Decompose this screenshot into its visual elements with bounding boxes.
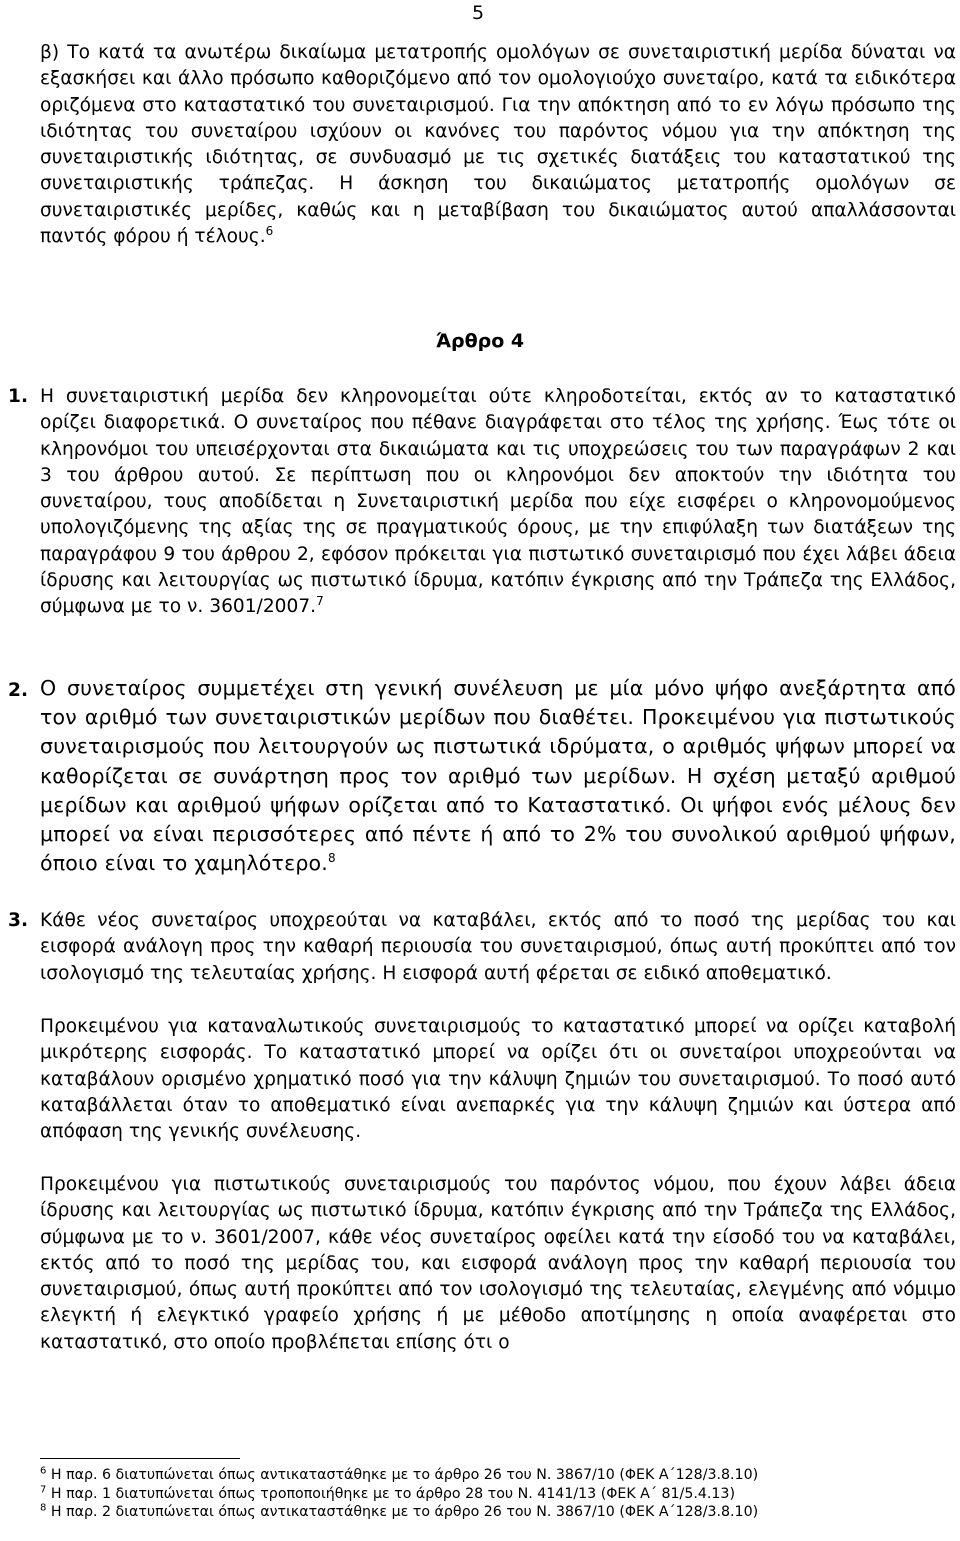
item-3-paragraph: Προκειμένου για καταναλωτικούς συνεταιρισμούς το καταστατικό μπορεί να ορίζει καταβολή μικρότερης εισφοράς. Το καταστατικό μπορεί να ορίζει ότι οι συνεταίροι υποχρεούνται να καταβάλουν ορισμένο χρηματικό ποσό για την κάλυψη ζημιών του συνεταιρισμού. Το ποσό αυτό καταβάλλεται όταν το αποθεματικό είναι ανεπαρκές για την κάλυψη ζημιών και ύστερα από απόφαση της γενικής συνέλευσης. [40, 1016, 956, 1143]
item-number: 2. [8, 680, 29, 701]
article-heading: Άρθρο 4 [435, 330, 525, 352]
footnotes [40, 1466, 956, 1522]
footnote-ref-6: 6 [265, 223, 274, 238]
item-3-paragraph: Προκειμένου για πιστωτικούς συνεταιρισμούς του παρόντος νόμου, που έχουν λάβει άδεια ίδρυσης και λειτουργίας ως πιστωτικό ίδρυμα, κατόπιν έγκρισης από την Τράπεζα της Ελλάδος, σύμφωνα με το ν. 3601/2007, κάθε νέος συνεταίρος οφείλει κατά την είσοδό του να καταβάλει, εκτός από το ποσό της μερίδας του, και εισφορά ανάλογη προς την καθαρή περιουσία του συνεταιρισμού, όπως αυτή προκύπτει από τον ισολογισμό της τελευταίας, ελεγμένης από νόμιμο ελεγκτή ή ελεγκτικό γραφείο χρήσης ή με μέθοδο αποτίμησης η οποία αναφέρεται στο καταστατικό, στο οποίο προβλέπεται επίσης ότι ο [40, 1174, 956, 1353]
footnote-text: Η παρ. 1 διατυπώνεται όπως τροποποιήθηκε με το άρθρο 28 του Ν. 4141/13 (ΦΕΚ Α΄ 81/5.4.13) [50, 1485, 735, 1502]
footnote-text: Η παρ. 2 διατυπώνεται όπως αντικαταστάθηκε με το άρθρο 26 του Ν. 3867/10 (ΦΕΚ Α΄128/3.8.10) [50, 1504, 759, 1521]
list-item [8, 384, 956, 621]
footnote-number: 8 [40, 1502, 47, 1514]
footnote-number: 6 [40, 1465, 47, 1477]
intro-paragraph-text: β) Το κατά τα ανωτέρω δικαίωμα μετατροπής ομολόγων σε συνεταιριστική μερίδα δύναται να εξασκήσει και άλλο πρόσωπο καθοριζόμενο από τον ομολογιούχο συνεταίρο, κατά τα ειδικότερα οριζόμενα στο καταστατικό του συνεταιρισμού. Για την απόκτηση από το εν λόγω πρόσωπο της ιδιότητας του συνεταίρου ισχύουν οι κανόνες του παρόντος νόμου για την απόκτηση της συνεταιριστικής ιδιότητας, σε συνδυασμό με τις σχετικές διατάξεις του καταστατικού της συνεταιριστικής τράπεζας. Η άσκηση του δικαιώματος μετατροπής ομολόγων σε συνεταιριστικές μερίδες, καθώς και η μεταβίβαση του δικαιώματος αυτού απαλλάσσονται παντός φόρου ή τέλους. [40, 42, 956, 248]
footnote [40, 1485, 956, 1504]
list-item [8, 908, 956, 987]
list-item [8, 674, 956, 878]
item-text-block [40, 908, 956, 987]
footnote-separator [40, 1458, 240, 1459]
item-text-block [40, 674, 956, 878]
item-text: Κάθε νέος συνεταίρος υποχρεούται να καταβάλει, εκτός από το ποσό της μερίδας του και εισφορά ανάλογη προς την καθαρή περιουσία του συνεταιρισμού, όπως αυτή προκύπτει από τον ισολογισμό της τελευταίας χρήσης. Η εισφορά αυτή φέρεται σε ειδικό αποθεματικό. [40, 910, 956, 984]
page-number: 5 [472, 2, 485, 24]
item-text-block [40, 384, 956, 621]
footnote-ref-7: 7 [316, 594, 324, 609]
footnote-ref-8: 8 [328, 851, 336, 866]
intro-paragraph [40, 40, 956, 250]
footnote [40, 1466, 956, 1485]
item-text: Η συνεταιριστική μερίδα δεν κληρονομείται ούτε κληροδοτείται, εκτός αν το καταστατικό ορίζει διαφορετικά. Ο συνεταίρος που πέθανε διαγράφεται στο τέλος της χρήσης. Έως τότε οι κληρονόμοι του υπεισέρχονται στα δικαιώματα και τις υποχρεώσεις του των παραγράφων 2 και 3 του άρθρου αυτού. Σε περίπτωση που οι κληρονόμοι δεν αποκτούν την ιδιότητα του συνεταίρου, τους αποδίδεται η Συνεταιριστική μερίδα που είχε εισφέρει ο κληρονομούμενος υπολογιζόμενης της αξίας της σε πραγματικούς όρους, με την επιφύλαξη των διατάξεων της παραγράφου 9 του άρθρου 2, εφόσον πρόκειται για πιστωτικό συνεταιρισμό που έχει λάβει άδεια ίδρυσης και λειτουργίας ως πιστωτικό ίδρυμα, κατόπιν έγκρισης από την Τράπεζα της Ελλάδος, σύμφωνα με το ν. 3601/2007. [40, 386, 956, 618]
item-text: Ο συνεταίρος συμμετέχει στη γενική συνέλευση με μία μόνο ψήφο ανεξάρτητα από τον αριθμό των συνεταιριστικών μερίδων που διαθέτει. Προκειμένου για πιστωτικούς συνεταιρισμούς που λειτουργούν ως πιστωτικά ιδρύματα, ο αριθμός ψήφων μπορεί να καθορίζεται σε συνάρτηση προς τον αριθμό των μερίδων. Η σχέση μεταξύ αριθμού μερίδων και αριθμού ψήφων ορίζεται από το Καταστατικό. Οι ψήφοι ενός μέλους δεν μπορεί να είναι περισσότερες από πέντε ή από το 2% του συνολικού αριθμού ψήφων, όποιο είναι το χαμηλότερο. [40, 676, 956, 876]
item-number: 3. [8, 910, 29, 931]
footnote-text: Η παρ. 6 διατυπώνεται όπως αντικαταστάθηκε με το άρθρο 26 του Ν. 3867/10 (ΦΕΚ Α΄128/3.8.10) [50, 1467, 759, 1483]
footnote [40, 1503, 956, 1522]
footnote-number: 7 [40, 1483, 47, 1495]
item-number: 1. [8, 386, 29, 407]
